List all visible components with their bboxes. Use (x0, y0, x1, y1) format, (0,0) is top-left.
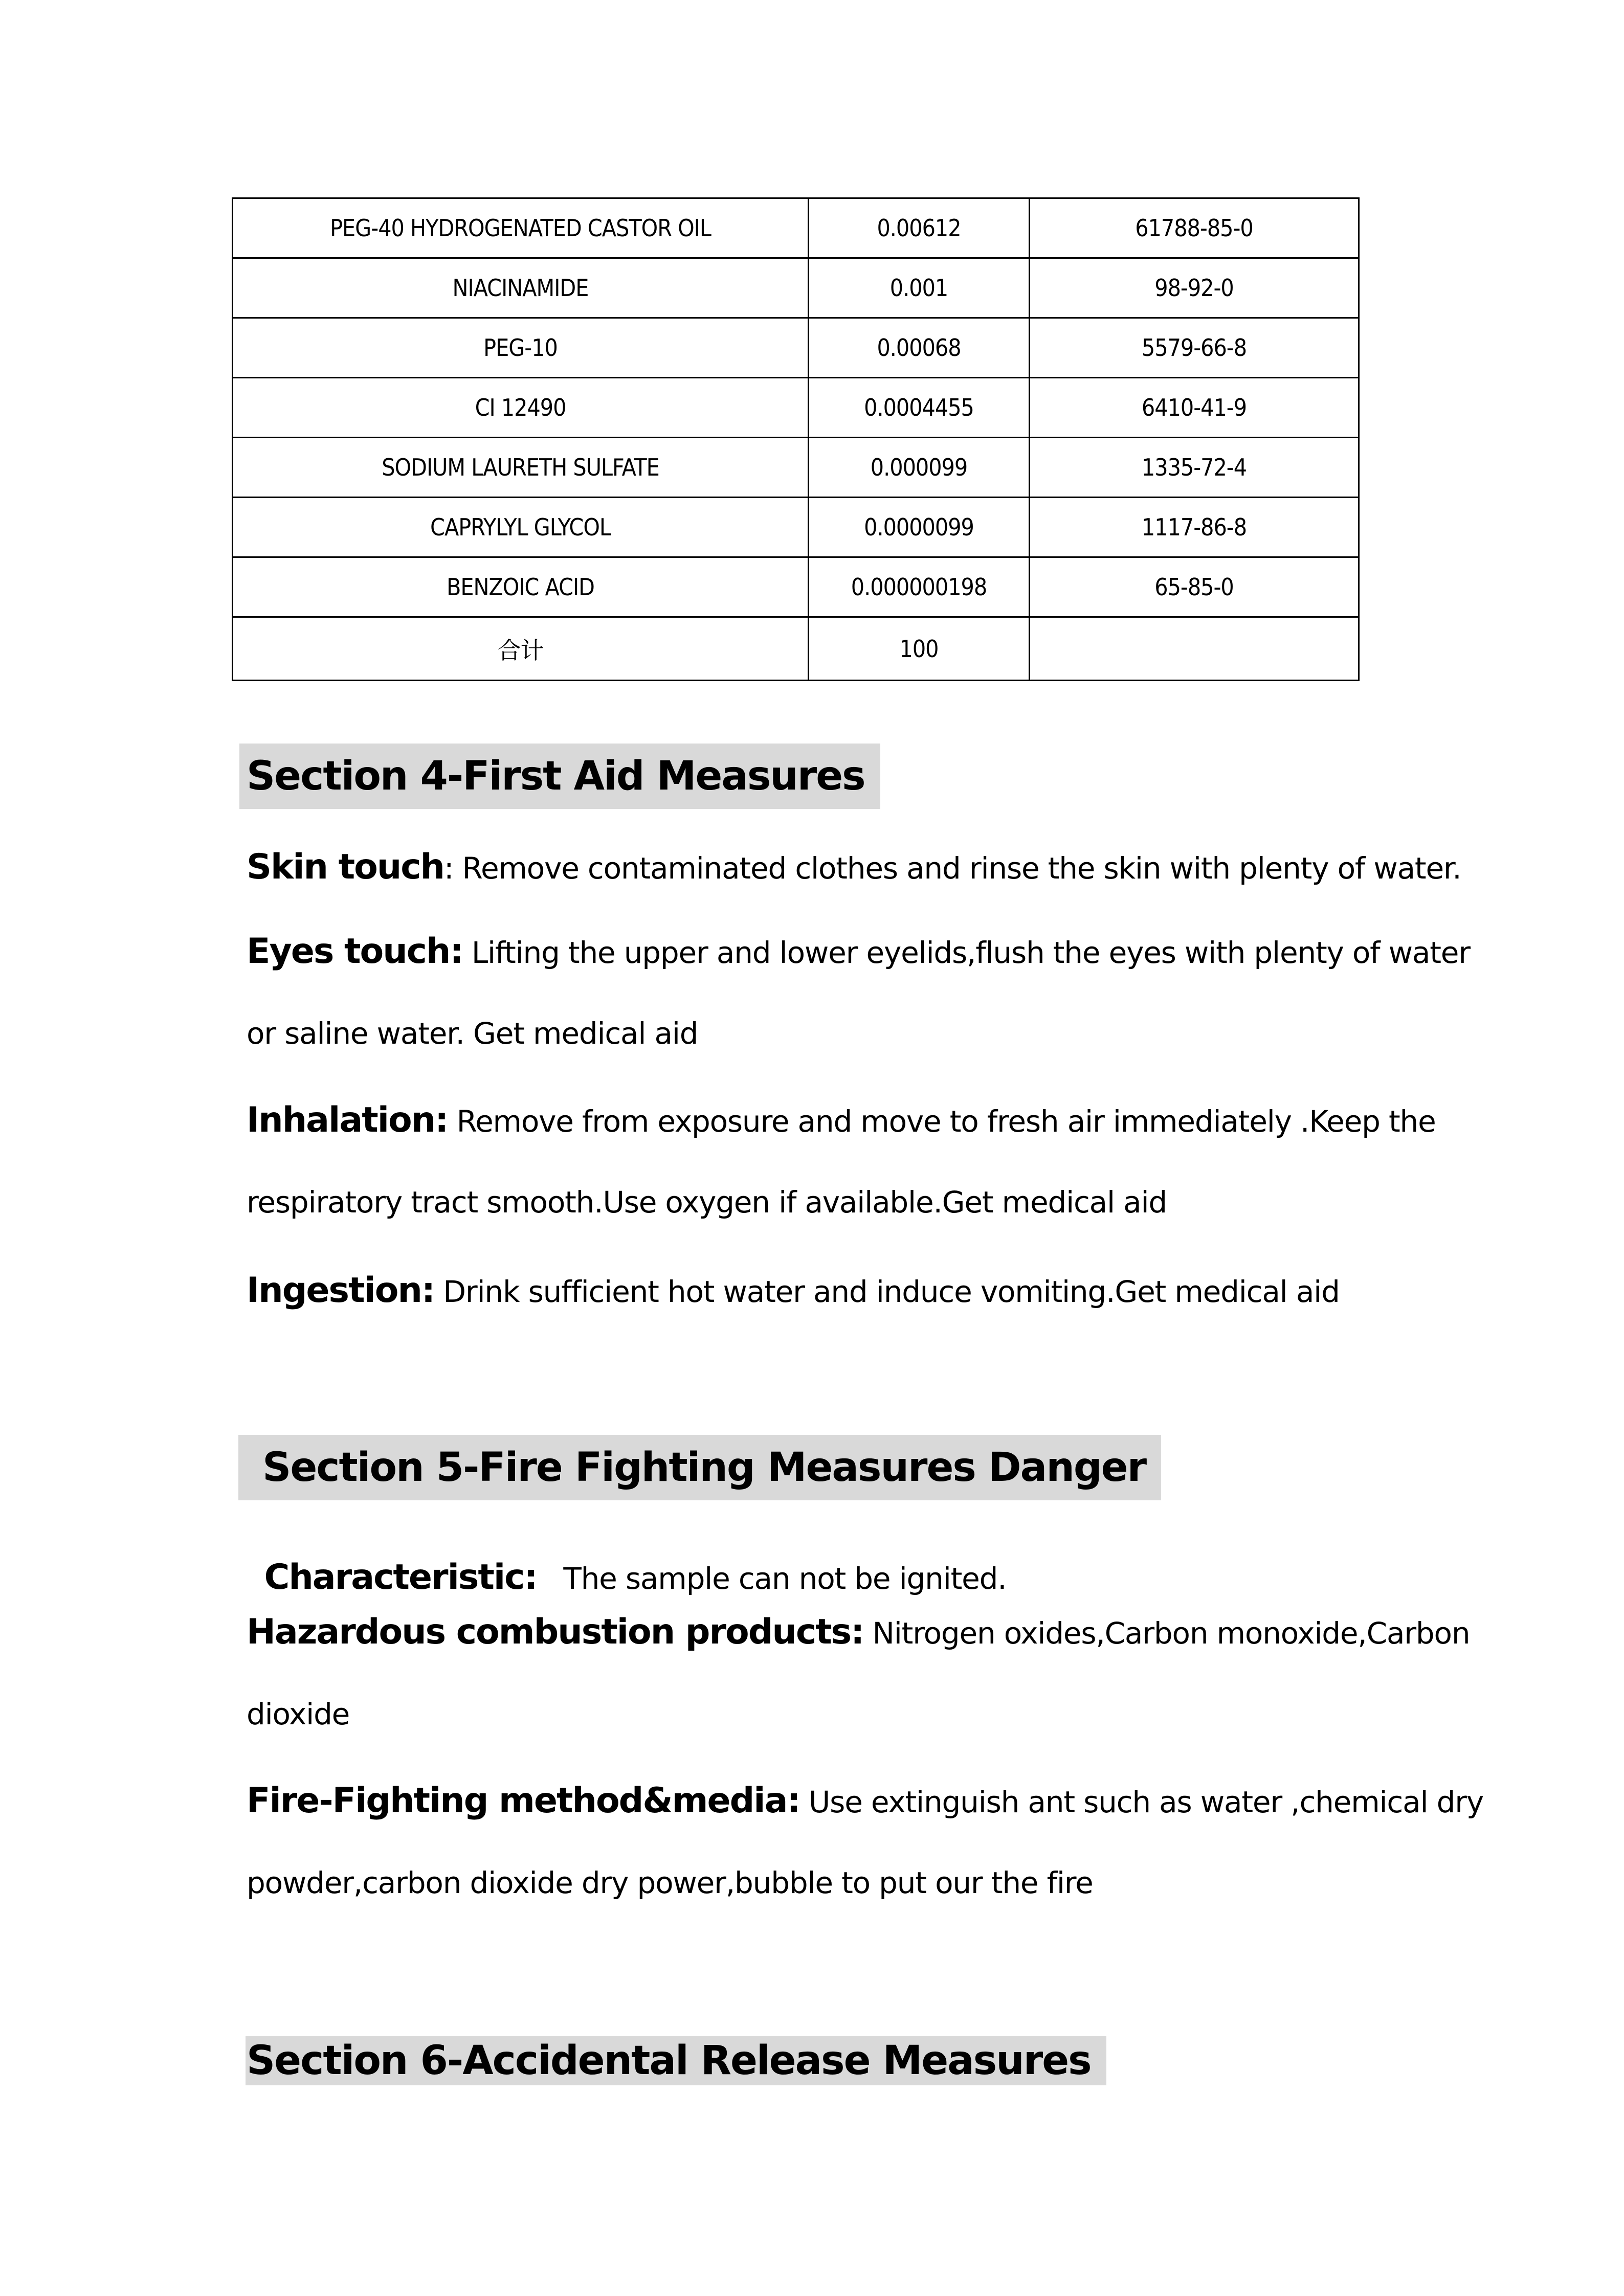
table-row (233, 557, 1359, 617)
section-6-heading: Section 6-Accidental Release Measures (246, 2036, 1106, 2085)
hazardous-products-text: Nitrogen oxides,Carbon monoxide,Carbon (863, 1616, 1470, 1651)
eyes-touch-line (247, 931, 1470, 972)
ingestion-line (247, 1270, 1340, 1311)
ingredient-content: 0.00068 (809, 318, 1030, 378)
table-row (233, 438, 1359, 498)
eyes-touch-line-2: or saline water. Get medical aid (247, 1016, 698, 1051)
total-cas (1030, 617, 1359, 681)
ingredient-name: PEG-10 (233, 318, 809, 378)
fire-fighting-method-label: Fire-Fighting method&media: (247, 1781, 800, 1821)
ingredient-content: 0.001 (809, 258, 1030, 318)
ingredient-name: NIACINAMIDE (233, 258, 809, 318)
inhalation-text: Remove from exposure and move to fresh air immediately .Keep the (448, 1104, 1436, 1139)
inhalation-line (247, 1100, 1436, 1140)
inhalation-label: Inhalation: (247, 1100, 448, 1140)
ingredient-content: 0.0004455 (809, 378, 1030, 438)
ingredient-cas: 61788-85-0 (1030, 198, 1359, 258)
skin-touch-text: : Remove contaminated clothes and rinse the skin with plenty of water. (443, 851, 1461, 886)
characteristic-line (247, 1530, 1006, 1595)
skin-touch-line (247, 847, 1461, 887)
ingredient-cas: 1117-86-8 (1030, 498, 1359, 557)
hazardous-products-line (247, 1612, 1470, 1652)
hazardous-products-line-2: dioxide (247, 1697, 350, 1731)
section-4-heading: Section 4-First Aid Measures (239, 744, 880, 809)
eyes-touch-text: Lifting the upper and lower eyelids,flush the eyes with plenty of water (462, 935, 1470, 970)
eyes-touch-label: Eyes touch: (247, 931, 463, 972)
ingredient-cas: 1335-72-4 (1030, 438, 1359, 498)
ingredient-name: CAPRYLYL GLYCOL (233, 498, 809, 557)
ingredient-cas: 98-92-0 (1030, 258, 1359, 318)
fire-fighting-method-line (247, 1781, 1483, 1821)
table-row (233, 318, 1359, 378)
ingredient-cas: 6410-41-9 (1030, 378, 1359, 438)
fire-fighting-method-line-2: powder,carbon dioxide dry power,bubble to put our the fire (247, 1865, 1093, 1900)
characteristic-label: Characteristic: (264, 1557, 537, 1597)
ingredient-name: BENZOIC ACID (233, 557, 809, 617)
total-content: 100 (809, 617, 1030, 681)
ingredient-cas: 65-85-0 (1030, 557, 1359, 617)
ingredient-content: 0.00612 (809, 198, 1030, 258)
fire-fighting-method-text: Use extinguish ant such as water ,chemical dry (799, 1785, 1483, 1819)
ingredient-content: 0.000099 (809, 438, 1030, 498)
composition-table (232, 197, 1360, 681)
total-label: 合计 (233, 617, 809, 681)
ingredient-name: SODIUM LAURETH SULFATE (233, 438, 809, 498)
skin-touch-label: Skin touch (247, 847, 444, 887)
table-row (233, 258, 1359, 318)
characteristic-text: The sample can not be ignited. (537, 1561, 1007, 1596)
table-row (233, 498, 1359, 557)
table-total-row (233, 617, 1359, 681)
ingredient-content: 0.0000099 (809, 498, 1030, 557)
ingredient-cas: 5579-66-8 (1030, 318, 1359, 378)
hazardous-products-label: Hazardous combustion products: (247, 1612, 864, 1652)
table-row (233, 198, 1359, 258)
section-5-heading: Section 5-Fire Fighting Measures Danger (238, 1435, 1161, 1500)
ingestion-text: Drink sufficient hot water and induce vomiting.Get medical aid (434, 1274, 1340, 1309)
ingredient-name: CI 12490 (233, 378, 809, 438)
ingredient-name: PEG-40 HYDROGENATED CASTOR OIL (233, 198, 809, 258)
inhalation-line-2: respiratory tract smooth.Use oxygen if available.Get medical aid (247, 1185, 1167, 1220)
table-row (233, 378, 1359, 438)
ingestion-label: Ingestion: (247, 1270, 435, 1311)
ingredient-content: 0.000000198 (809, 557, 1030, 617)
